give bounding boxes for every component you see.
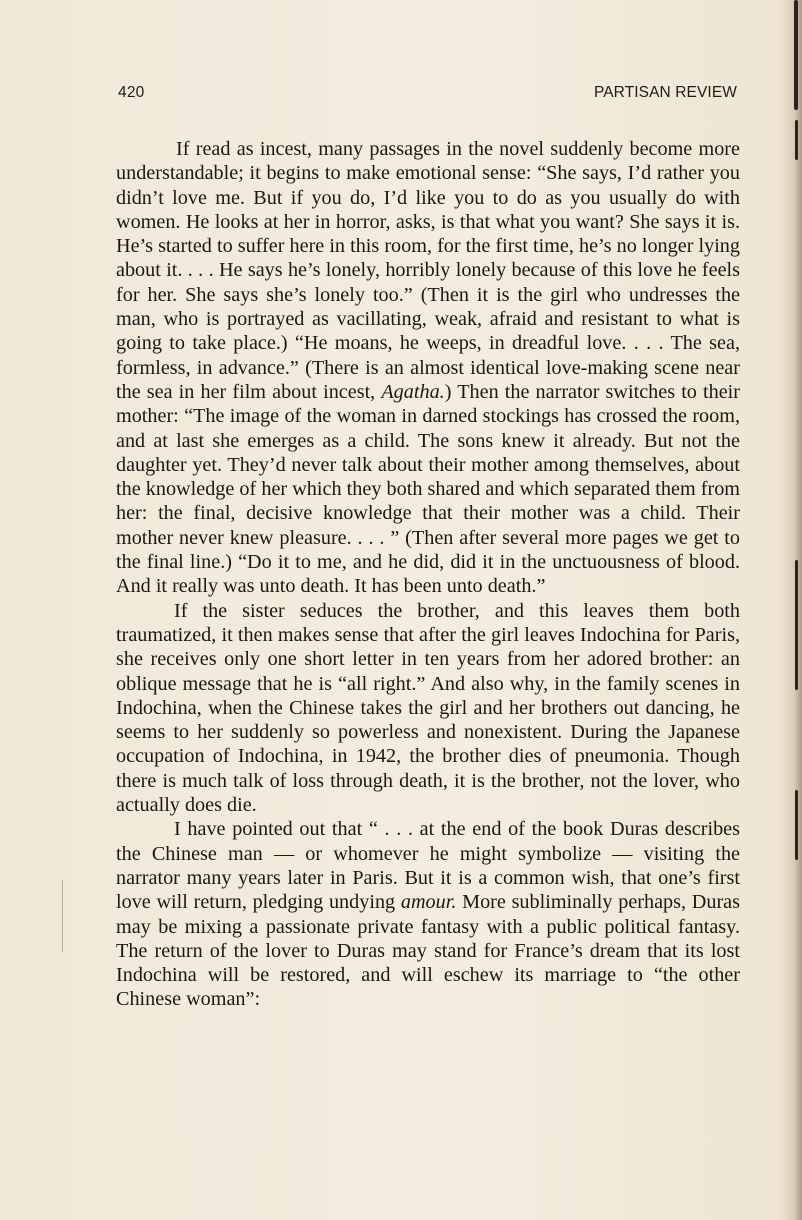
text-run: If read as incest, many passages in the novel suddenly become more understandable; it begins to make emotional sense: “She says, I’d rather you didn’t love me. But if you do, I’d like you to do as you usually do with women. He looks at her in horror, asks, is that what you want? She says it is. He’s started to suffer here in this room, for the first time, he’s no longer lying about it. . . . He says he’s lonely, horribly lonely because of this love he feels for her. She says she’s lonely too.” (Then it is the girl who undresses the man, who is portrayed as vacillating, weak, afraid and resistant to what is going to take place.) “He moans, he weeps, in dreadful love. . . . The sea, formless, in advance.” (There is an almost identical love-making scene near the sea in her film about incest, (116, 138, 740, 403)
binding-mark (795, 120, 798, 160)
text-run: If the sister seduces the brother, and this leaves them both traumatized, it then makes sense that after the girl leaves Indochina for Paris, she receives only one short letter in ten years from her adored brother: an oblique message that he is “all right.” And also why, in the family scenes in Indochina, when the Chinese takes the girl and her brothers out dancing, he seems to her suddenly so powerless and nonexistent. During the Japanese occupation of Indochina, in 1942, the brother dies of pneumonia. Though there is much talk of loss through death, it is the brother, not the lover, who actually does die. (116, 599, 740, 817)
binding-mark (794, 0, 798, 110)
journal-title: PARTISAN REVIEW (593, 84, 737, 101)
binding-mark (795, 560, 798, 690)
paragraph (116, 817, 740, 1011)
binding-mark (795, 790, 798, 860)
running-head (118, 84, 737, 106)
page-number: 420 (118, 84, 145, 101)
italic-word: amour. (400, 891, 457, 914)
text-run: I have pointed out that “ . . . at the end of the book Duras describes the Chinese man — or whomever he might symbolize — visiting the narrator many years later in Paris. But it is a common wish, that one’s first love will return, pledging undying (116, 818, 740, 914)
article-body (116, 137, 740, 1012)
film-title: Agatha. (381, 380, 445, 403)
paragraph (116, 137, 740, 599)
text-run: ) Then the narrator switches to their mother: “The image of the woman in darned stockings has crossed the room, and at last she emerges as a child. The sons knew it already. But not the daughter yet. They’d never talk about their mother among themselves, about the knowledge of her which they both shared and which separated them from her: the final, decisive knowledge that their mother was a child. Their mother never knew pleasure. . . . ” (Then after several more pages we get to the final line.) “Do it to me, and he did, did it in the unctuousness of blood. And it really was unto death. It has been unto death.” (116, 380, 740, 598)
margin-pencil-mark (62, 880, 63, 952)
text-run: More subliminally perhaps, Duras may be mixing a passionate private fantasy with a public political fantasy. The return of the lover to Duras may stand for France’s dream that its lost Indochina will be restored, and will eschew its marriage to “the other Chinese woman”: (116, 891, 740, 1011)
page-edge-shadow (782, 0, 802, 1220)
paragraph (116, 599, 740, 818)
